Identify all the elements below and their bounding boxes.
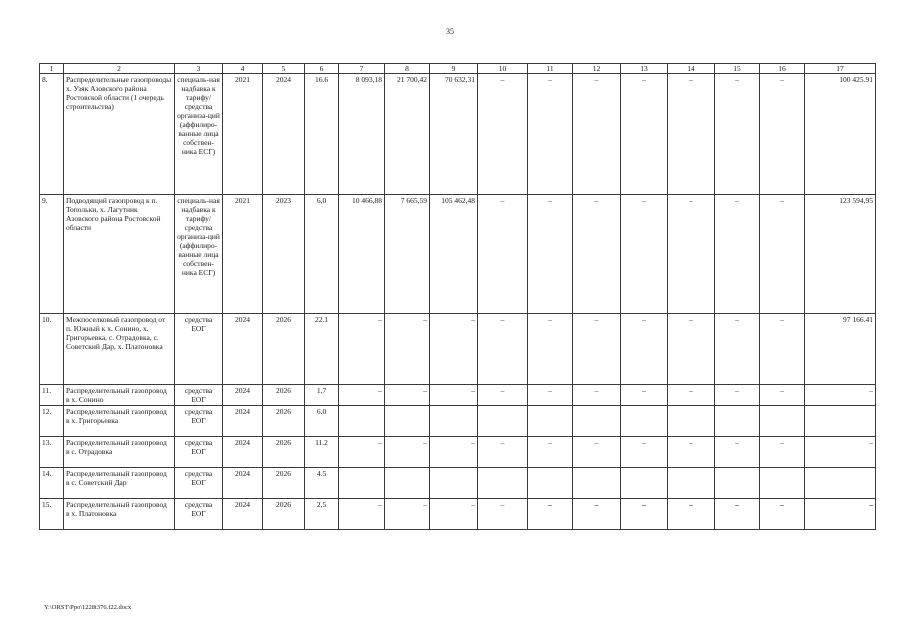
funding-source: средства ЕОГ — [175, 406, 223, 437]
total-cost: – — [805, 385, 876, 406]
object-name: Распределительные газопроводы х. Узяк Азовского района Ростовской области (1 очередь строительства) — [64, 74, 175, 195]
value-col-12 — [573, 468, 621, 499]
end-year: 2026 — [263, 406, 305, 437]
value-col-10: – — [478, 437, 528, 468]
row-number: 8. — [40, 74, 64, 195]
value-col-11: – — [528, 499, 573, 530]
value-col-12: – — [573, 74, 621, 195]
value-col-10: – — [478, 385, 528, 406]
total-cost: – — [805, 499, 876, 530]
value-col-10: – — [478, 195, 528, 314]
table-row — [40, 195, 876, 314]
value-col-16: – — [760, 74, 805, 195]
value-col-7: – — [339, 385, 385, 406]
end-year: 2026 — [263, 314, 305, 385]
start-year: 2024 — [223, 437, 263, 468]
table-row — [40, 499, 876, 530]
funding-source: специаль-ная надбавка к тарифу/ средства организа-ций (аффилиро-ванные лица собствен-ника ЕСГ) — [175, 195, 223, 314]
value-col-9 — [430, 468, 478, 499]
total-cost — [805, 406, 876, 437]
object-name: Распределительный газопровод в х. Платоновка — [64, 499, 175, 530]
column-header: 8 — [385, 64, 430, 74]
column-header: 4 — [223, 64, 263, 74]
investment-table — [39, 63, 876, 530]
end-year: 2023 — [263, 195, 305, 314]
value-col-11: – — [528, 437, 573, 468]
value-col-7: – — [339, 314, 385, 385]
value-col-16: – — [760, 499, 805, 530]
value-col-10: – — [478, 314, 528, 385]
end-year: 2024 — [263, 74, 305, 195]
value-col-8: – — [385, 499, 430, 530]
value-col-12: – — [573, 314, 621, 385]
value-col-12: – — [573, 195, 621, 314]
table-row — [40, 385, 876, 406]
value-col-13 — [621, 406, 668, 437]
object-name: Распределительный газопровод в с. Советский Дар — [64, 468, 175, 499]
total-cost: 123 594,95 — [805, 195, 876, 314]
value-col-14: – — [668, 314, 715, 385]
value-col-13 — [621, 468, 668, 499]
value-col-9: – — [430, 385, 478, 406]
value-col-16: – — [760, 314, 805, 385]
funding-source: средства ЕОГ — [175, 468, 223, 499]
length-km: 1,7 — [305, 385, 339, 406]
funding-source: средства ЕОГ — [175, 499, 223, 530]
value-col-12: – — [573, 437, 621, 468]
column-header: 16 — [760, 64, 805, 74]
object-name: Распределительный газопровод в х. Григорьевка — [64, 406, 175, 437]
length-km: 6,0 — [305, 195, 339, 314]
length-km: 22.1 — [305, 314, 339, 385]
funding-source: средства ЕОГ — [175, 437, 223, 468]
table-row — [40, 314, 876, 385]
column-header: 7 — [339, 64, 385, 74]
value-col-8 — [385, 406, 430, 437]
value-col-14 — [668, 406, 715, 437]
value-col-10: – — [478, 499, 528, 530]
column-header: 1 — [40, 64, 64, 74]
value-col-15: – — [715, 314, 760, 385]
value-col-8 — [385, 468, 430, 499]
value-col-13: – — [621, 437, 668, 468]
value-col-10 — [478, 468, 528, 499]
value-col-14: – — [668, 195, 715, 314]
document-file-path: Y:\ORST\Ppo\1228t376.f22.docx — [44, 604, 132, 611]
value-col-8: – — [385, 437, 430, 468]
row-number: 15. — [40, 499, 64, 530]
column-header: 17 — [805, 64, 876, 74]
value-col-9: 105 462,48 — [430, 195, 478, 314]
table-row — [40, 74, 876, 195]
end-year: 2026 — [263, 385, 305, 406]
value-col-7: – — [339, 499, 385, 530]
value-col-12 — [573, 406, 621, 437]
value-col-11: – — [528, 385, 573, 406]
value-col-16: – — [760, 437, 805, 468]
value-col-14: – — [668, 437, 715, 468]
column-header: 14 — [668, 64, 715, 74]
value-col-7 — [339, 406, 385, 437]
value-col-15: – — [715, 195, 760, 314]
value-col-15: – — [715, 499, 760, 530]
value-col-7: 8 093,18 — [339, 74, 385, 195]
value-col-15 — [715, 468, 760, 499]
total-cost: 100 425.91 — [805, 74, 876, 195]
table-row — [40, 406, 876, 437]
value-col-16: – — [760, 195, 805, 314]
value-col-9: – — [430, 314, 478, 385]
value-col-14: – — [668, 385, 715, 406]
value-col-11: – — [528, 74, 573, 195]
value-col-13: – — [621, 195, 668, 314]
value-col-9: 70 632,31 — [430, 74, 478, 195]
value-col-11: – — [528, 195, 573, 314]
value-col-10: – — [478, 74, 528, 195]
value-col-15: – — [715, 74, 760, 195]
column-header: 11 — [528, 64, 573, 74]
column-header: 2 — [64, 64, 175, 74]
value-col-11: – — [528, 314, 573, 385]
row-number: 9. — [40, 195, 64, 314]
length-km: 2,5 — [305, 499, 339, 530]
value-col-8: – — [385, 314, 430, 385]
row-number: 12. — [40, 406, 64, 437]
total-cost: – — [805, 437, 876, 468]
page-number: 35 — [446, 27, 454, 36]
value-col-11 — [528, 468, 573, 499]
column-header: 15 — [715, 64, 760, 74]
value-col-7: – — [339, 437, 385, 468]
start-year: 2024 — [223, 314, 263, 385]
funding-source: средства ЕОГ — [175, 385, 223, 406]
column-header: 10 — [478, 64, 528, 74]
value-col-10 — [478, 406, 528, 437]
value-col-13: – — [621, 314, 668, 385]
column-header: 3 — [175, 64, 223, 74]
value-col-13: – — [621, 499, 668, 530]
value-col-9: – — [430, 499, 478, 530]
object-name: Межпоселковый газопровод от п. Южный к х. Сонино, х. Григорьевка, с. Отрадовка, с. Советский Дар, х. Платоновка — [64, 314, 175, 385]
row-number: 14. — [40, 468, 64, 499]
value-col-15 — [715, 406, 760, 437]
value-col-15: – — [715, 437, 760, 468]
value-col-12: – — [573, 499, 621, 530]
column-header: 13 — [621, 64, 668, 74]
row-number: 13. — [40, 437, 64, 468]
value-col-16 — [760, 406, 805, 437]
start-year: 2021 — [223, 195, 263, 314]
total-cost: 97 166.41 — [805, 314, 876, 385]
length-km: 11.2 — [305, 437, 339, 468]
length-km: 16.6 — [305, 74, 339, 195]
value-col-13: – — [621, 74, 668, 195]
object-name: Распределительный газопровод в х. Сонино — [64, 385, 175, 406]
end-year: 2026 — [263, 468, 305, 499]
column-header: 5 — [263, 64, 305, 74]
value-col-11 — [528, 406, 573, 437]
row-number: 10. — [40, 314, 64, 385]
value-col-8: – — [385, 385, 430, 406]
start-year: 2024 — [223, 385, 263, 406]
length-km: 4.5 — [305, 468, 339, 499]
start-year: 2021 — [223, 74, 263, 195]
value-col-14: – — [668, 499, 715, 530]
value-col-9: – — [430, 437, 478, 468]
value-col-16: – — [760, 385, 805, 406]
table-body — [40, 64, 876, 530]
value-col-14 — [668, 468, 715, 499]
object-name: Подводящий газопровод к п. Топольки, х. Лагутник Азовского района Ростовской области — [64, 195, 175, 314]
value-col-16 — [760, 468, 805, 499]
table-row — [40, 468, 876, 499]
end-year: 2026 — [263, 437, 305, 468]
value-col-13: – — [621, 385, 668, 406]
end-year: 2026 — [263, 499, 305, 530]
object-name: Распределительный газопровод в с. Отрадовка — [64, 437, 175, 468]
row-number: 11. — [40, 385, 64, 406]
column-header: 6 — [305, 64, 339, 74]
column-number-row — [40, 64, 876, 74]
column-header: 9 — [430, 64, 478, 74]
funding-source: специаль-ная надбавка к тарифу/ средства организа-ций (аффилиро-ванные лица собствен-ника ЕСГ) — [175, 74, 223, 195]
value-col-8: 7 665,59 — [385, 195, 430, 314]
start-year: 2024 — [223, 406, 263, 437]
total-cost — [805, 468, 876, 499]
value-col-9 — [430, 406, 478, 437]
start-year: 2024 — [223, 468, 263, 499]
value-col-14: – — [668, 74, 715, 195]
column-header: 12 — [573, 64, 621, 74]
value-col-15: – — [715, 385, 760, 406]
value-col-7 — [339, 468, 385, 499]
value-col-7: 10 466,88 — [339, 195, 385, 314]
table-row — [40, 437, 876, 468]
value-col-12: – — [573, 385, 621, 406]
start-year: 2024 — [223, 499, 263, 530]
value-col-8: 21 700,42 — [385, 74, 430, 195]
funding-source: средства ЕОГ — [175, 314, 223, 385]
length-km: 6.0 — [305, 406, 339, 437]
